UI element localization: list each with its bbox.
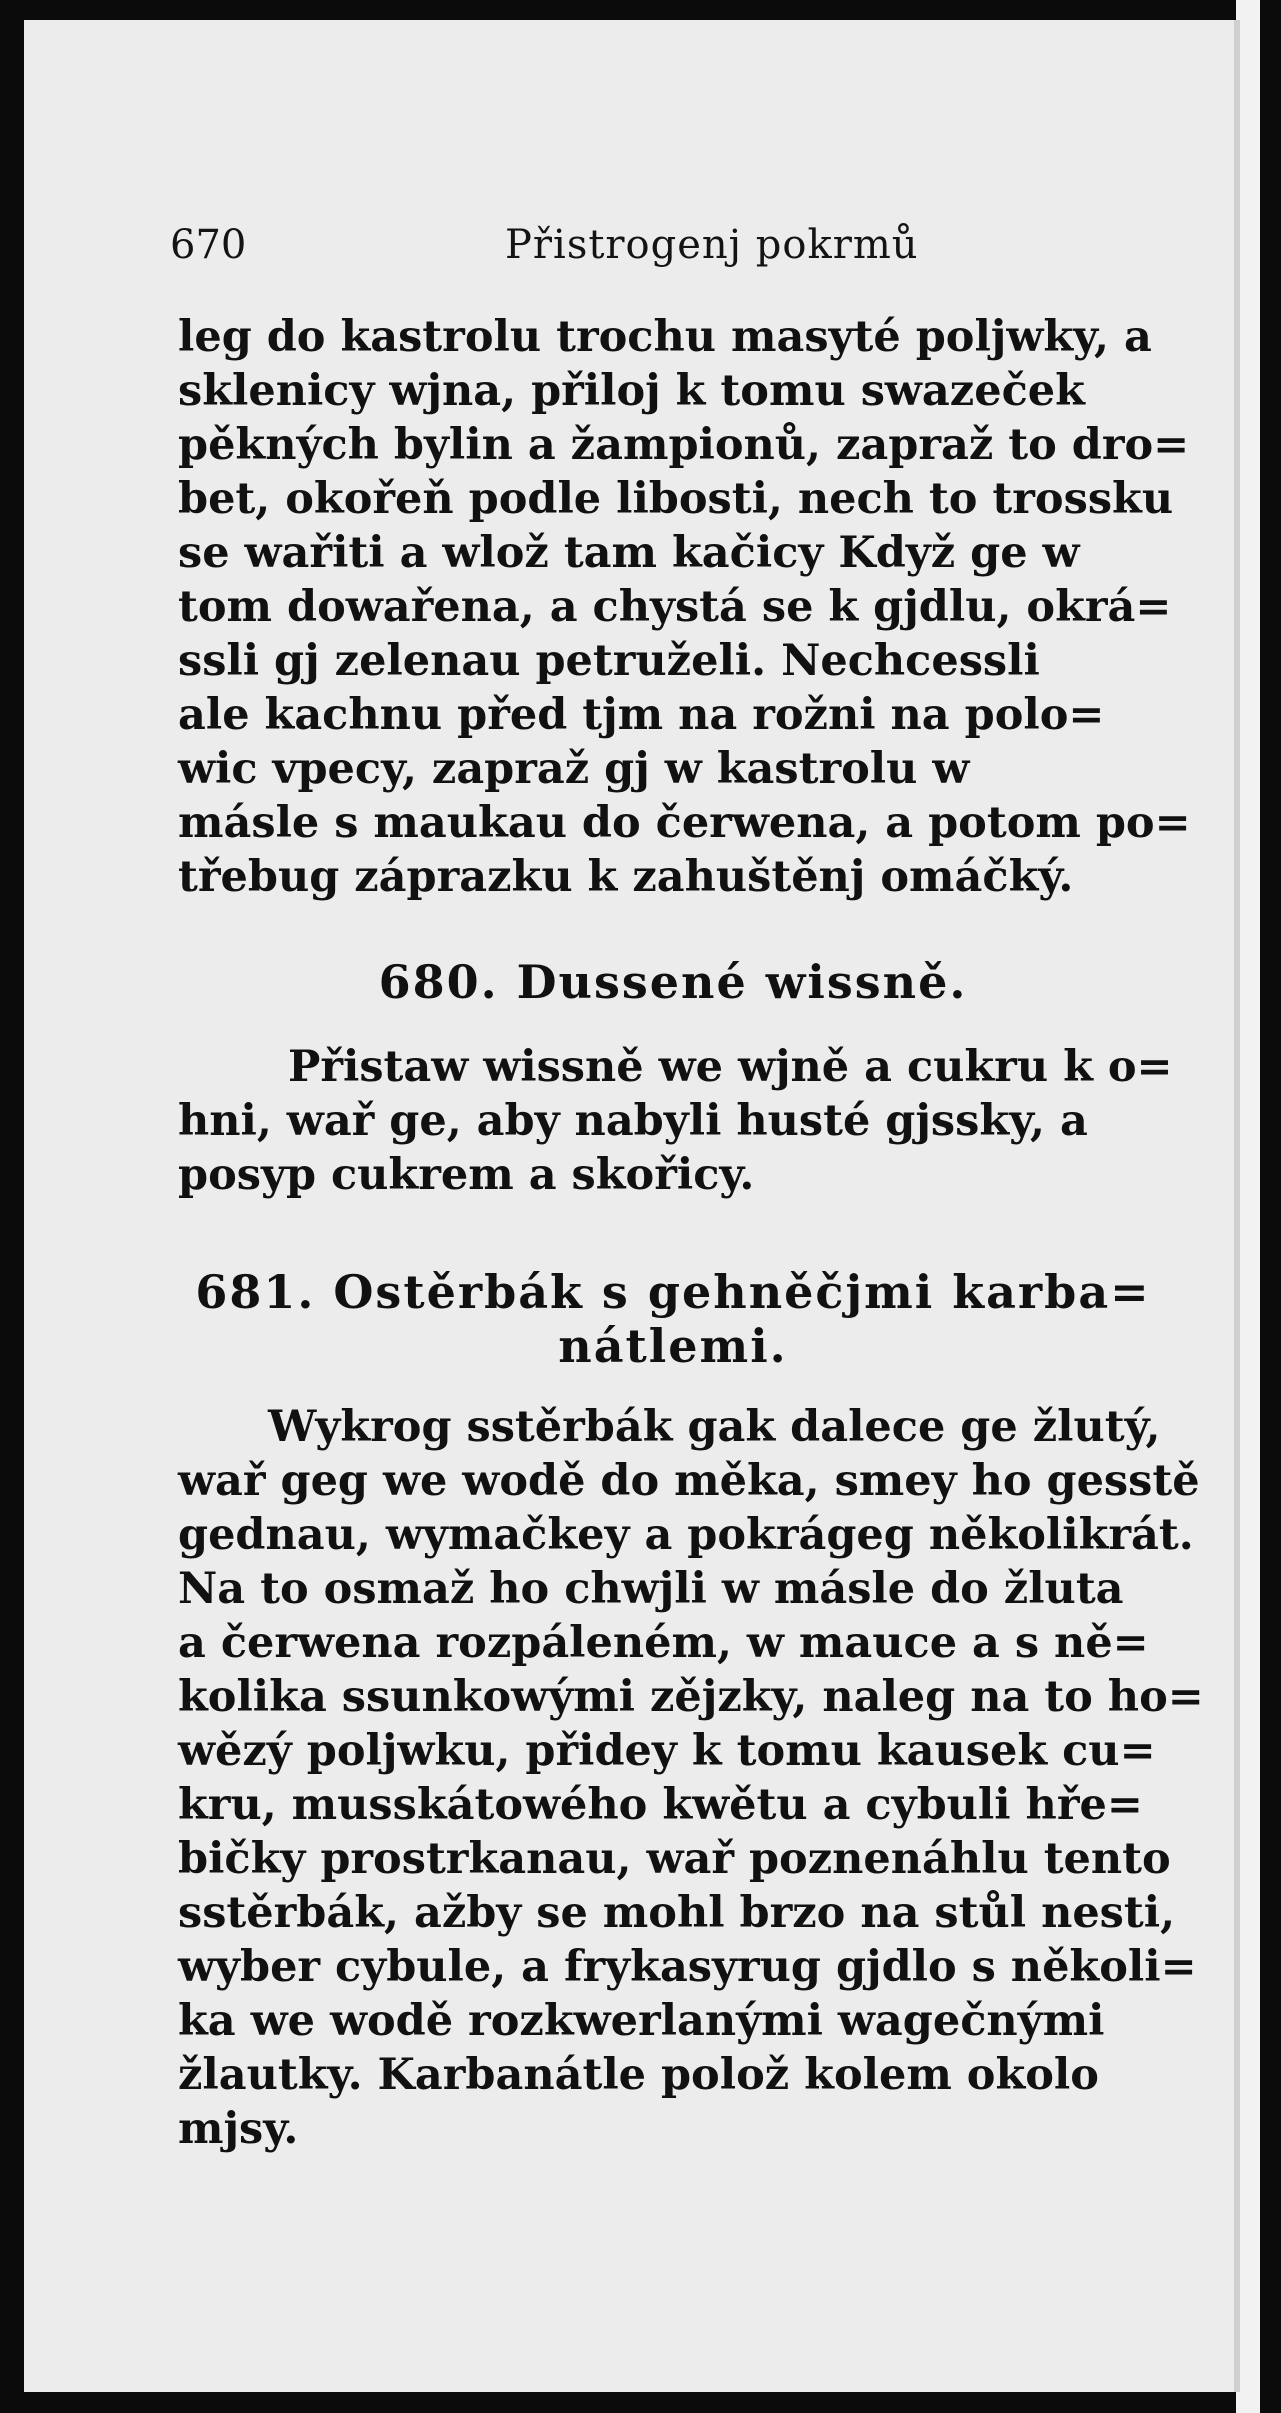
text-line: kolika ssunkowými zějzky, naleg na to ho= [178, 1672, 1204, 1722]
text-line: leg do kastrolu trochu masyté poljwky, a [178, 312, 1152, 362]
page-number: 670 [170, 222, 247, 268]
section-681-paragraph [178, 1400, 1204, 2156]
text-line: sklenicy wjna, přiloj k tomu swazeček [178, 366, 1085, 416]
text-line: Na to osmaž ho chwjli w másle do žluta [178, 1564, 1124, 1614]
section-681-heading-line-1: 681. Ostěrbák s gehněčjmi karba= [195, 1265, 1151, 1319]
text-line: posyp cukrem a skořicy. [178, 1150, 755, 1200]
text-line: kru, musskátowého kwětu a cybuli hře= [178, 1780, 1143, 1830]
text-line: ka we wodě rozkwerlanými wagečnými [178, 1996, 1105, 2046]
section-681-heading [178, 1265, 1168, 1373]
section-680-paragraph [178, 1040, 1173, 1202]
text-line: ale kachnu před tjm na rožni na polo= [178, 690, 1105, 740]
section-680-heading: 680. Dussené wissně. [378, 955, 968, 1009]
text-line: sstěrbák, ažby se mohl brzo na stůl nesti, [178, 1888, 1176, 1938]
text-line: bičky prostrkanau, wař poznenáhlu tento [178, 1834, 1171, 1884]
text-line: žlautky. Karbanátle polož kolem okolo [178, 2050, 1099, 2100]
text-line: třebug záprazku k zahuštěnj omáčký. [178, 852, 1074, 902]
text-line: wyber cybule, a frykasyrug gjdlo s několi= [178, 1942, 1197, 1992]
text-line: wic vpecy, zapraž gj w kastrolu w [178, 744, 970, 794]
text-line: pěkných bylin a žampionů, zapraž to dro= [178, 420, 1190, 470]
text-line: se wařiti a wlož tam kačicy Když ge w [178, 528, 1080, 578]
text-line: másle s maukau do čerwena, a potom po= [178, 798, 1191, 848]
text-line: Přistaw wissně we wjně a cukru k o= [288, 1042, 1173, 1092]
text-line: mjsy. [178, 2104, 299, 2154]
section-679-continuation [178, 310, 1191, 904]
text-line: bet, okořeň podle libosti, nech to trossku [178, 474, 1174, 524]
text-line: hni, wař ge, aby nabyli husté gjssky, a [178, 1096, 1088, 1146]
section-679-paragraph [178, 310, 1191, 904]
running-title: Přistrogenj pokrmů [505, 222, 919, 268]
section-681-body [178, 1400, 1204, 2156]
text-line: wězý poljwku, přidey k tomu kausek cu= [178, 1726, 1156, 1776]
section-680-body [178, 1040, 1173, 1202]
text-line: ssli gj zelenau petruželi. Nechcessli [178, 636, 1040, 686]
text-line: wař geg we wodě do měka, smey ho gesstě [178, 1456, 1200, 1506]
section-681-heading-line-2: nátlemi. [558, 1319, 788, 1373]
page-header [170, 222, 1130, 282]
text-line: a čerwena rozpáleném, w mauce a s ně= [178, 1618, 1149, 1668]
text-line: tom dowařena, a chystá se k gjdlu, okrá= [178, 582, 1172, 632]
text-line: gednau, wymačkey a pokrágeg několikrát. [178, 1510, 1194, 1560]
text-line: Wykrog sstěrbák gak dalece ge žlutý, [268, 1402, 1161, 1452]
